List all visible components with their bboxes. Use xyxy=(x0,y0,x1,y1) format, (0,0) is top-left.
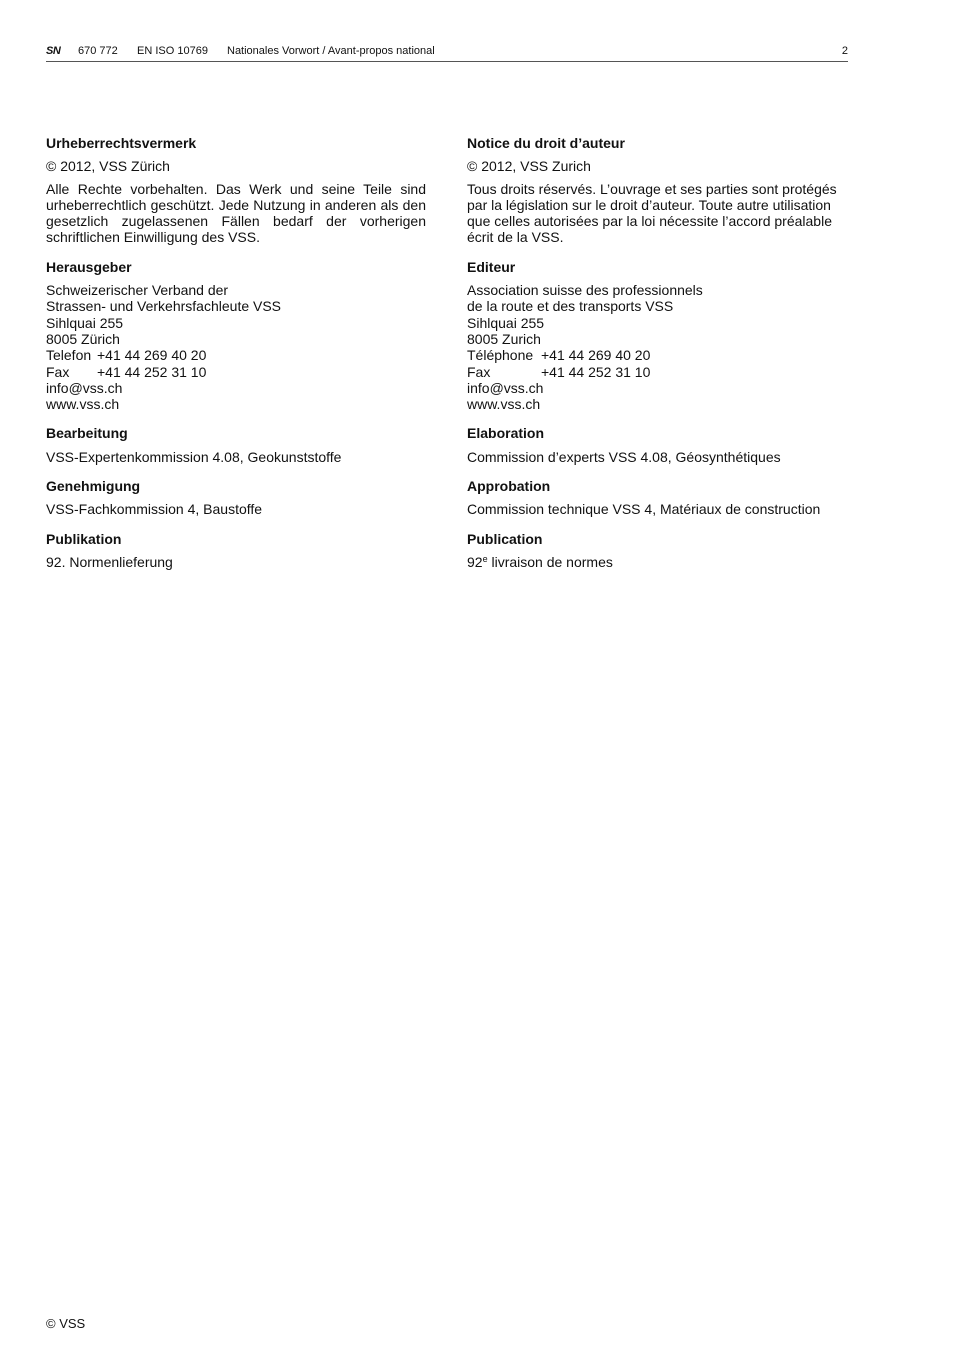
section-text: VSS-Expertenkommission 4.08, Geokunststoffe xyxy=(46,448,342,465)
page-header xyxy=(46,43,848,62)
fax-label: Fax xyxy=(46,363,70,380)
section-heading: Editeur xyxy=(467,258,516,275)
section-heading: Bearbeitung xyxy=(46,425,128,442)
address-line: Sihlquai 255 xyxy=(46,314,124,331)
section-heading: Genehmigung xyxy=(46,478,141,495)
phone-number: +41 44 269 40 20 xyxy=(97,347,207,364)
german-column xyxy=(46,135,426,583)
website: www.vss.ch xyxy=(46,396,120,413)
delivery-text: livraison de normes xyxy=(487,553,613,570)
publisher-section-fr xyxy=(467,259,847,413)
french-column xyxy=(467,135,847,583)
delivery-number: 92 xyxy=(467,553,483,570)
copyright-year: © 2012, VSS Zürich xyxy=(46,158,170,175)
address-line: Schweizerischer Verband der xyxy=(46,282,229,299)
fax-number: +41 44 252 31 10 xyxy=(97,363,207,380)
email: info@vss.ch xyxy=(46,379,123,396)
fax-number: +41 44 252 31 10 xyxy=(541,363,651,380)
document-number: 670 772 xyxy=(78,45,118,57)
section-heading: Approbation xyxy=(467,478,551,495)
section-text: Commission d’experts VSS 4.08, Géosynthétiques xyxy=(467,448,781,465)
publication-section-fr xyxy=(467,531,847,571)
email: info@vss.ch xyxy=(467,379,544,396)
publication-section-de xyxy=(46,531,426,571)
copyright-text: Tous droits réservés. L’ouvrage et ses parties sont protégés par la législation sur le droit d’auteur. Toute autre utilisation que celles autorisées par la loi nécessite l’accord préalable écrit de la VSS. xyxy=(467,180,837,246)
ordinal-suffix: e xyxy=(482,553,488,564)
fax-line xyxy=(46,364,426,380)
section-heading: Elaboration xyxy=(467,425,545,442)
editing-section-de xyxy=(46,425,426,465)
address-line: 8005 Zürich xyxy=(46,330,120,347)
address-line: 8005 Zurich xyxy=(467,330,541,347)
section-text xyxy=(467,554,847,570)
approval-section-fr xyxy=(467,478,847,518)
copyright-text: Alle Rechte vorbehalten. Das Werk und seine Teile sind urheberrechtlich geschützt. Jede Nutzung in anderen als den gesetzlich zugelassenen Fällen bedarf der vorherigen schriftlichen Einwilligung des VSS. xyxy=(46,180,426,246)
section-text: Commission technique VSS 4, Matériaux de construction xyxy=(467,501,821,518)
fax-label: Fax xyxy=(467,363,491,380)
phone-line xyxy=(46,347,426,363)
footer-copyright: © VSS xyxy=(46,1316,86,1331)
website: www.vss.ch xyxy=(467,396,541,413)
approval-section-de xyxy=(46,478,426,518)
section-heading: Herausgeber xyxy=(46,258,132,275)
address-line: Strassen- und Verkehrsfachleute VSS xyxy=(46,298,282,315)
address-line: Association suisse des professionnels xyxy=(467,282,703,299)
address-line: Sihlquai 255 xyxy=(467,314,545,331)
section-text: 92. Normenlieferung xyxy=(46,553,173,570)
standard-reference: EN ISO 10769 xyxy=(137,45,208,57)
phone-line xyxy=(467,347,847,363)
page-number: 2 xyxy=(841,45,848,57)
address-line: de la route et des transports VSS xyxy=(467,298,674,315)
phone-label: Telefon xyxy=(46,347,92,364)
editing-section-fr xyxy=(467,425,847,465)
publisher-section-de xyxy=(46,259,426,413)
section-heading: Publikation xyxy=(46,530,122,547)
section-heading: Publication xyxy=(467,530,543,547)
fax-line xyxy=(467,364,847,380)
section-heading: Notice du droit d’auteur xyxy=(467,135,625,151)
phone-label: Téléphone xyxy=(467,347,534,364)
copyright-year: © 2012, VSS Zurich xyxy=(467,158,591,175)
sn-logo: SN xyxy=(46,45,61,57)
copyright-section-fr xyxy=(467,135,847,246)
copyright-section-de xyxy=(46,135,426,246)
header-title: Nationales Vorwort / Avant-propos national xyxy=(227,45,435,57)
phone-number: +41 44 269 40 20 xyxy=(541,347,651,364)
section-text: VSS-Fachkommission 4, Baustoffe xyxy=(46,501,263,518)
section-heading: Urheberrechtsvermerk xyxy=(46,135,197,151)
